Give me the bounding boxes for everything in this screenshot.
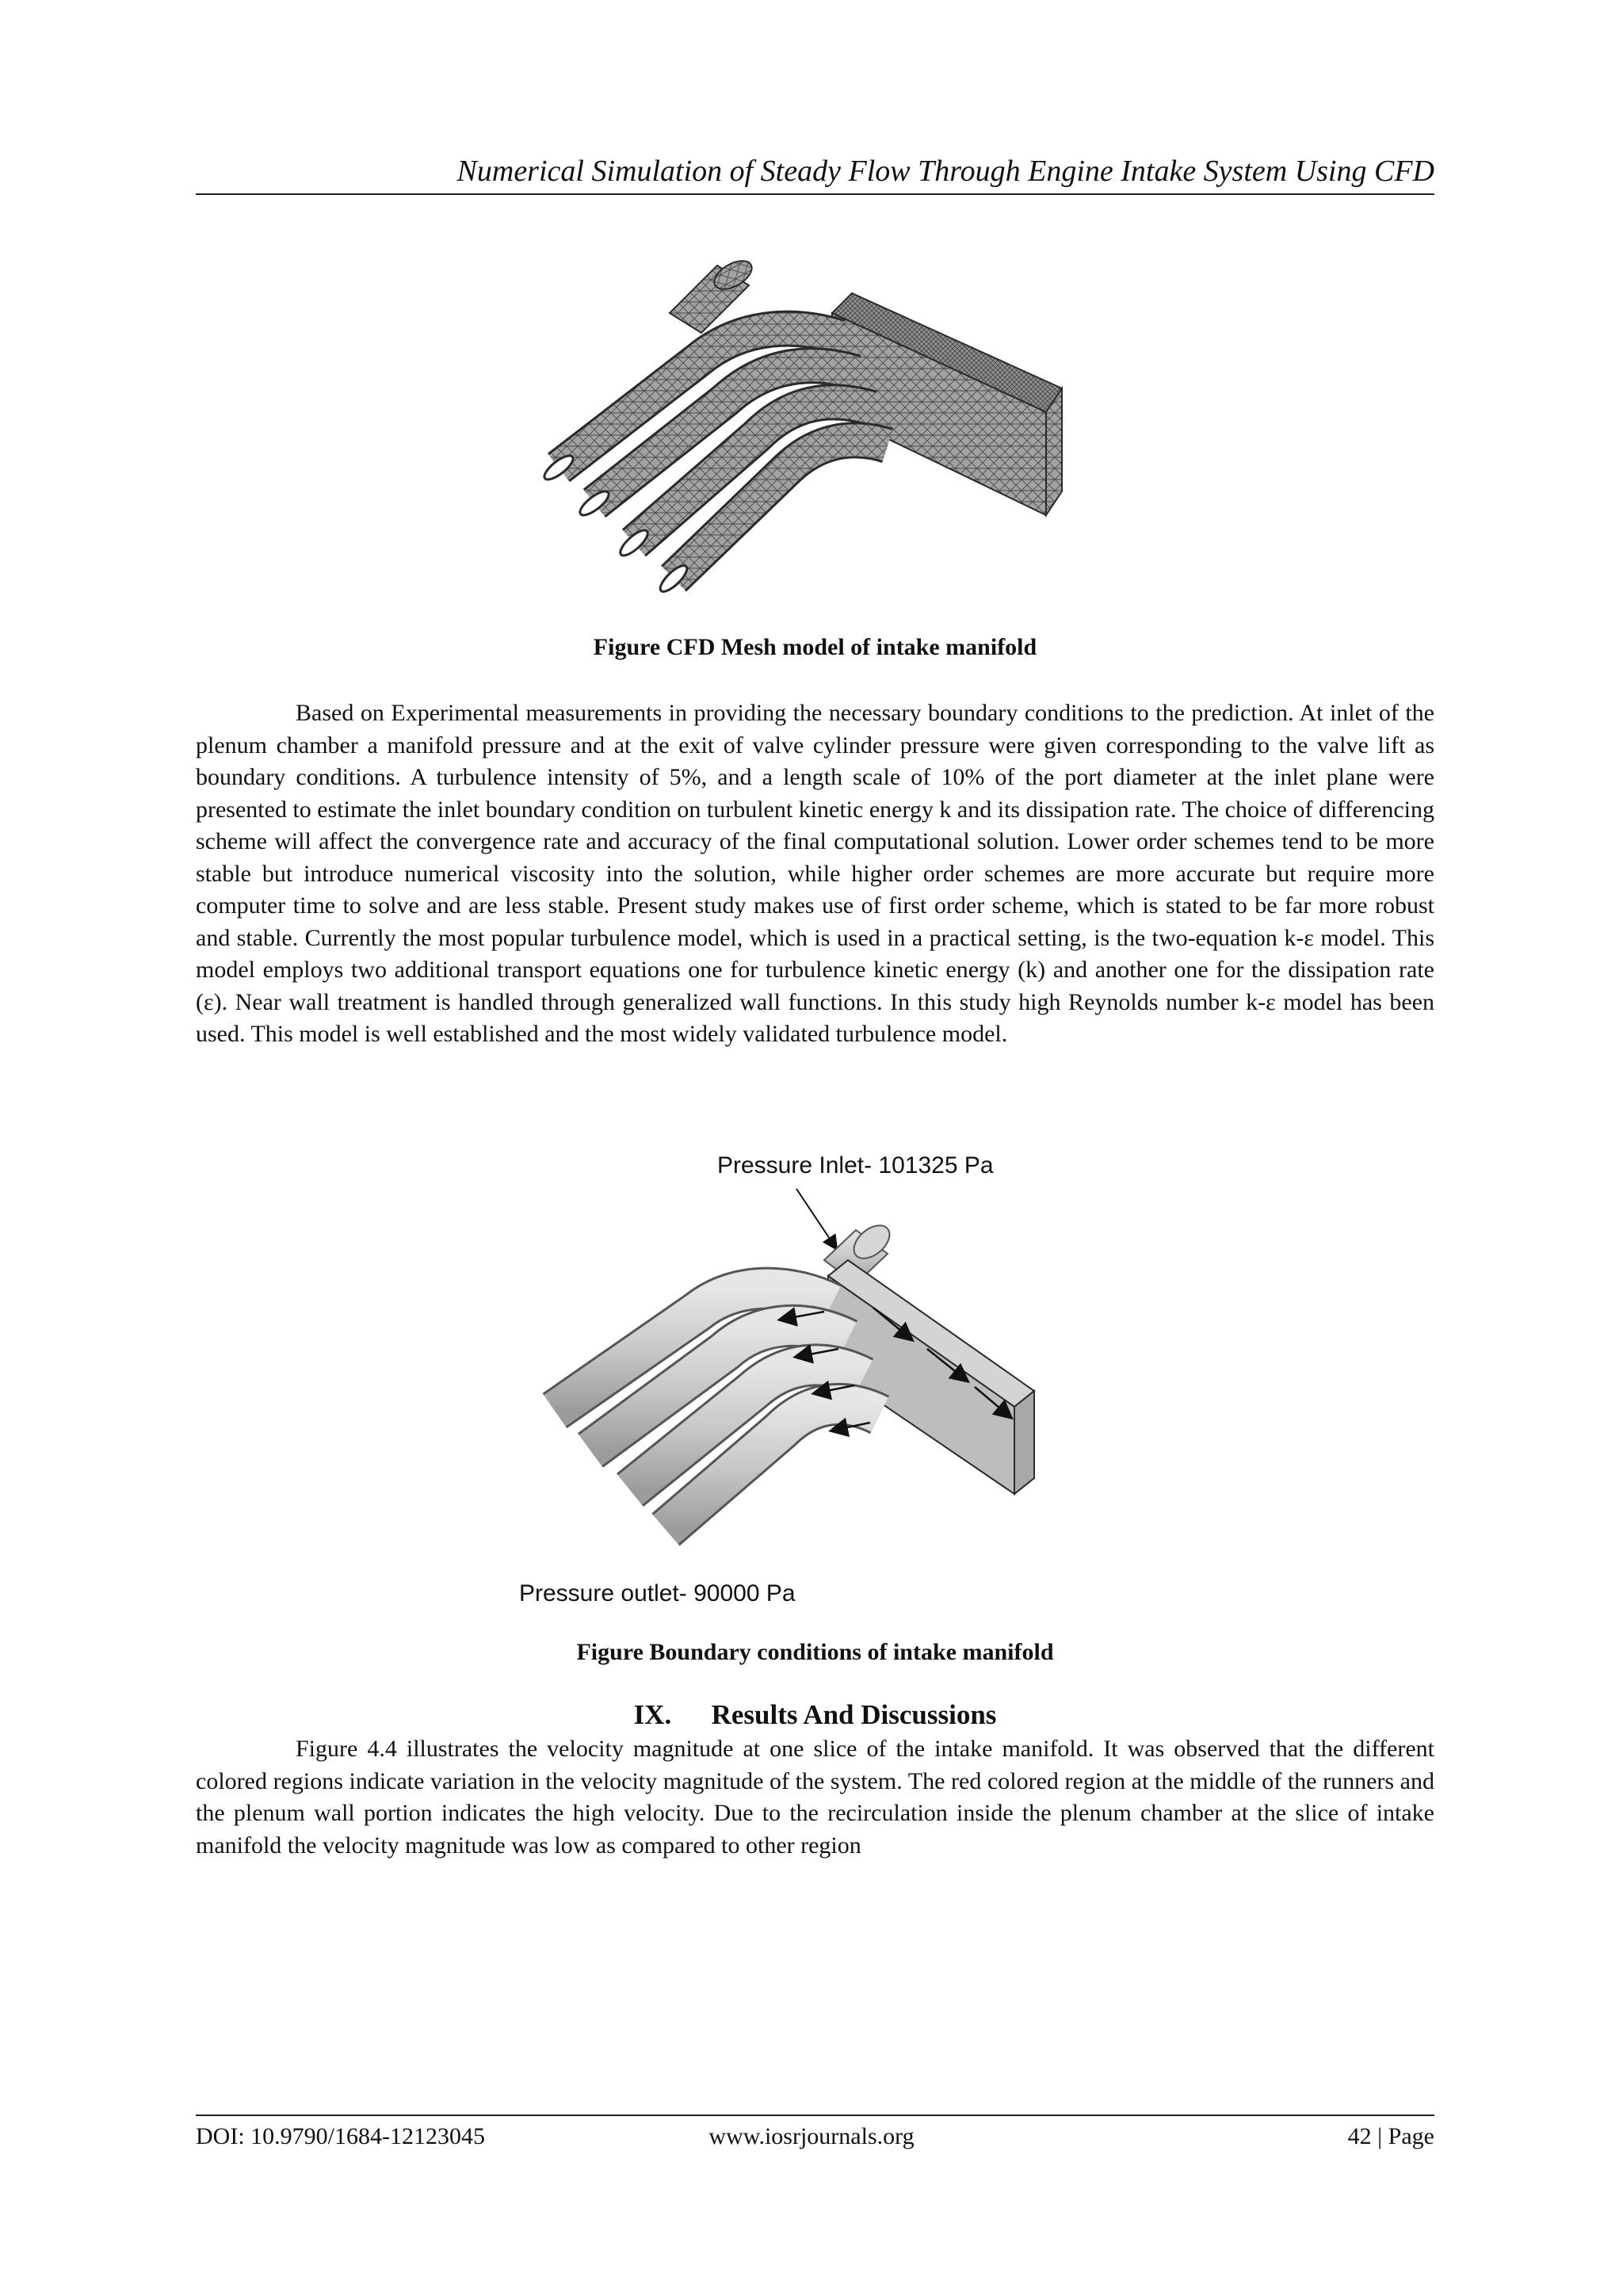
running-header: Numerical Simulation of Steady Flow Through Engine Intake System Using CFD	[456, 155, 1434, 188]
runners	[555, 1289, 880, 1530]
footer-rule	[196, 2115, 1434, 2116]
pressure-outlet-label: Pressure outlet- 90000 Pa	[519, 1580, 796, 1606]
figure-2-caption: Figure Boundary conditions of intake manifold	[576, 1639, 1054, 1665]
figure-1-caption: Figure CFD Mesh model of intake manifold	[593, 634, 1037, 660]
paragraph-results: Figure 4.4 illustrates the velocity magnitude at one slice of the intake manifold. It was observed that the different colored regions indicate variation in the velocity magnitude of the system. The red colored region at the middle of the runners and the plenum wall portion indicates the high velocity. Due to the recirculation inside the plenum chamber at the slice of intake manifold the velocity magnitude was low as compared to other region	[196, 1736, 1434, 1859]
inlet-pointer-arrow	[796, 1189, 836, 1248]
header-rule	[196, 193, 1434, 195]
figure-mesh-model	[539, 230, 1094, 634]
footer-website: www.iosrjournals.org	[708, 2123, 915, 2149]
mesh-runners	[559, 329, 888, 579]
section-number: IX.	[633, 1699, 672, 1730]
section-title: Results And Discussions	[711, 1699, 997, 1730]
figure-boundary-conditions	[515, 1141, 1094, 1609]
pressure-inlet-label: Pressure Inlet- 101325 Pa	[717, 1152, 994, 1179]
footer-page-number: 42 | Page	[1347, 2123, 1434, 2149]
paragraph-boundary-conditions: Based on Experimental measurements in providing the necessary boundary conditions to the prediction. At inlet of the plenum chamber a manifold pressure and at the exit of valve cylinder pressure were given corresponding to the valve lift as boundary conditions. A turbulence intensity of 5%, and a length scale of 10% of the port diameter at the inlet plane were presented to estimate the inlet boundary condition on turbulent kinetic energy k and its dissipation rate. The choice of differencing scheme will affect the convergence rate and accuracy of the final computational solution. Lower order schemes tend to be more stable but introduce numerical viscosity into the solution, while higher order schemes are more accurate but require more computer time to solve and are less stable. Present study makes use of first order scheme, which is stated to be far more robust and stable. Currently the most popular turbulence model, which is used in a practical setting, is the two-equation k-ε model. This model employs two additional transport equations one for turbulence kinetic energy (k) and another one for the dissipation rate (ε). Near wall treatment is handled through generalized wall functions. In this study high Reynolds number k-ε model has been used. This model is well established and the most widely validated turbulence model.	[196, 700, 1434, 1047]
footer-doi: DOI: 10.9790/1684-12123045	[196, 2123, 485, 2149]
section-heading	[196, 1698, 1434, 1733]
